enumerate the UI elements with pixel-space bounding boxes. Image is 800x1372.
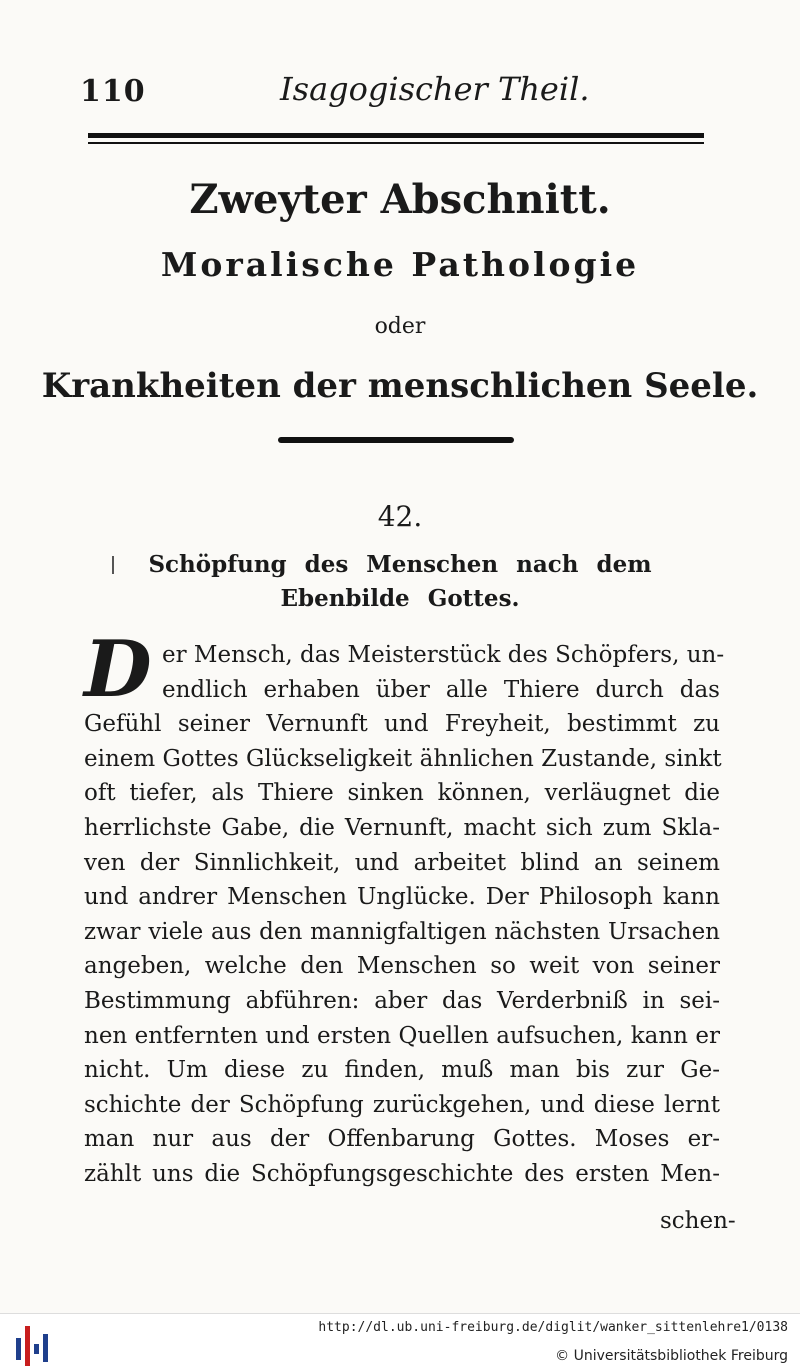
paragraph-number: 42. xyxy=(377,500,423,533)
text-line: zählt uns die Schöpfungsgeschichte des ersten Men- xyxy=(84,1160,720,1187)
library-logo-icon[interactable] xyxy=(14,1324,54,1368)
margin-mark xyxy=(112,556,114,574)
running-head xyxy=(80,70,720,110)
paragraph-title: Schöpfung des Menschen nach dem Ebenbilde Gottes. xyxy=(148,551,652,612)
text-line: schichte der Schöpfung zurückgehen, und diese lernt xyxy=(84,1091,720,1118)
section-title: Moralische Pathologie xyxy=(160,245,640,284)
text-line: Gefühl seiner Vernunft und Freyheit, bestimmt zu xyxy=(84,711,720,738)
copyright-notice: © Universitätsbibliothek Freiburg xyxy=(555,1348,788,1364)
catchword: schen- xyxy=(660,1208,736,1234)
text-line: nicht. Um diese zu finden, muß man bis zur Ge- xyxy=(84,1057,720,1084)
text-line: und andrer Menschen Unglücke. Der Philosoph kann xyxy=(84,884,720,911)
text-line: ven der Sinnlichkeit, und arbeitet blind an seinem xyxy=(84,849,720,876)
text-line: zwar viele aus den mannigfaltigen nächsten Ursachen xyxy=(84,918,720,945)
text-line: oft tiefer, als Thiere sinken können, verläugnet die xyxy=(84,780,720,807)
viewer-footer xyxy=(0,1313,800,1372)
text-line: endlich erhaben über alle Thiere durch das xyxy=(162,676,720,703)
page-number: 110 xyxy=(80,74,146,109)
section-rule xyxy=(278,437,514,443)
permalink-url[interactable]: http://dl.ub.uni-freiburg.de/diglit/wanker_sittenlehre1/0138 xyxy=(318,1320,788,1335)
text-line: angeben, welche den Menschen so weit von seiner xyxy=(84,953,720,980)
text-line: er Mensch, das Meisterstück des Schöpfers, un- xyxy=(162,642,725,668)
section-subtitle: Krankheiten der menschlichen Seele. xyxy=(41,366,759,406)
text-line: einem Gottes Glückseligkeit ähnlichen Zustande, sinkt xyxy=(84,745,722,772)
section-heading: Zweyter Abschnitt. xyxy=(189,176,611,223)
section-title-conjunction: oder xyxy=(374,314,426,339)
text-line: Bestimmung abführen: aber das Verderbniß in sei- xyxy=(84,987,720,1014)
header-rule xyxy=(88,133,704,147)
text-line: man nur aus der Offenbarung Gottes. Moses er- xyxy=(84,1126,720,1153)
drop-initial: D xyxy=(84,624,152,715)
running-title: Isagogischer Theil. xyxy=(280,70,590,108)
body-text xyxy=(84,638,725,1192)
text-line: nen entfernten und ersten Quellen aufsuchen, kann er xyxy=(84,1022,720,1049)
text-line: herrlichste Gabe, die Vernunft, macht sich zum Skla- xyxy=(84,814,720,841)
